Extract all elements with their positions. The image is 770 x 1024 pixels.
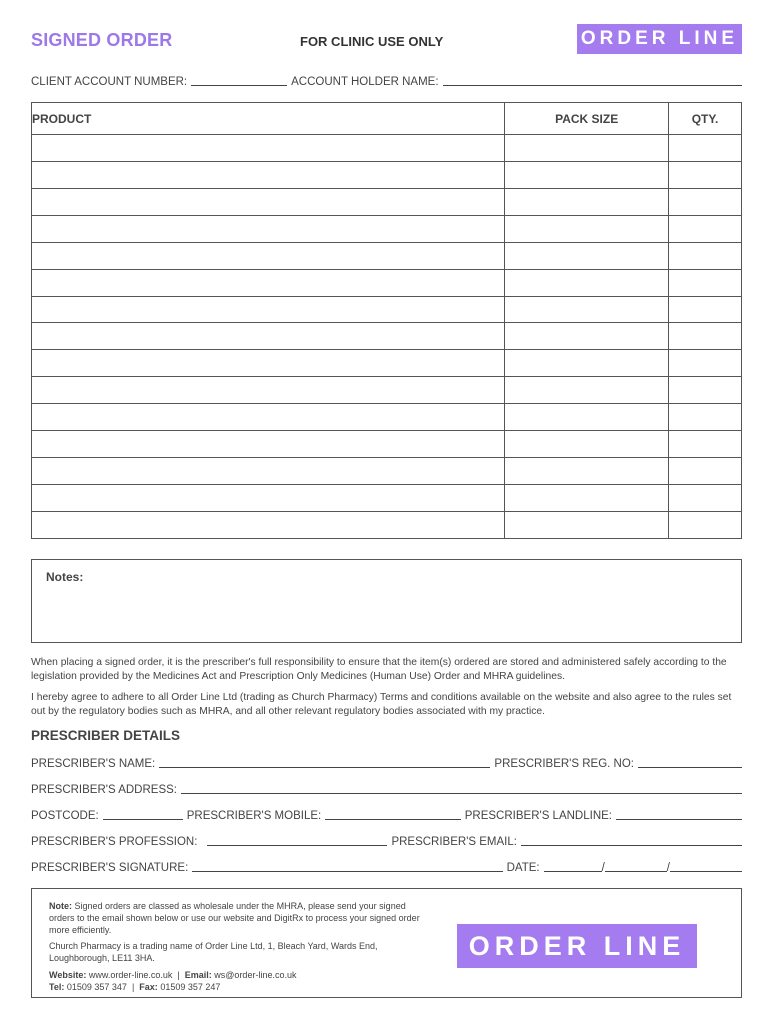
qty-cell[interactable] bbox=[669, 269, 742, 296]
product-cell[interactable] bbox=[32, 161, 505, 188]
pack-size-cell[interactable] bbox=[505, 511, 669, 538]
table-row bbox=[32, 215, 742, 242]
table-row bbox=[32, 242, 742, 269]
qty-cell[interactable] bbox=[669, 484, 742, 511]
pack-size-cell[interactable] bbox=[505, 161, 669, 188]
footer-tel-fax bbox=[49, 982, 429, 994]
date-day-field[interactable] bbox=[544, 860, 602, 872]
table-row bbox=[32, 484, 742, 511]
qty-cell[interactable] bbox=[669, 458, 742, 485]
product-cell[interactable] bbox=[32, 215, 505, 242]
fax-number: 01509 357 247 bbox=[160, 981, 221, 992]
tel-label: Tel: bbox=[49, 981, 65, 992]
prescriber-signature-row bbox=[31, 860, 742, 874]
client-account-label: CLIENT ACCOUNT NUMBER: bbox=[31, 76, 188, 88]
pack-size-cell[interactable] bbox=[505, 431, 669, 458]
pack-size-cell[interactable] bbox=[505, 215, 669, 242]
footer-separator: | bbox=[177, 969, 180, 980]
footer-company: Church Pharmacy is a trading name of Order Line Ltd, 1, Bleach Yard, Wards End, Loughborough, LE11 3HA. bbox=[49, 941, 378, 964]
prescriber-profession-field[interactable] bbox=[207, 834, 387, 846]
table-row bbox=[32, 511, 742, 538]
prescriber-contact-row bbox=[31, 808, 742, 822]
date-month-field[interactable] bbox=[605, 860, 667, 872]
postcode-field[interactable] bbox=[103, 808, 183, 820]
prescriber-address-label: PRESCRIBER'S ADDRESS: bbox=[31, 784, 177, 796]
footer-text bbox=[49, 901, 429, 994]
footer-note bbox=[49, 901, 429, 936]
prescriber-profession-row bbox=[31, 834, 742, 848]
account-holder-label: ACCOUNT HOLDER NAME: bbox=[291, 76, 439, 88]
prescriber-address-row bbox=[31, 782, 742, 796]
clinic-use-label: FOR CLINIC USE ONLY bbox=[300, 34, 444, 49]
footer-separator: | bbox=[131, 981, 135, 992]
product-cell[interactable] bbox=[32, 350, 505, 377]
product-column-header: PRODUCT bbox=[32, 103, 505, 135]
qty-column-header: QTY. bbox=[669, 103, 742, 135]
table-row bbox=[32, 350, 742, 377]
qty-cell[interactable] bbox=[669, 431, 742, 458]
product-cell[interactable] bbox=[32, 431, 505, 458]
email-link[interactable]: ws@order-line.co.uk bbox=[214, 969, 297, 980]
prescriber-reg-field[interactable] bbox=[638, 756, 742, 768]
product-cell[interactable] bbox=[32, 377, 505, 404]
prescriber-profession-label: PRESCRIBER'S PROFESSION: bbox=[31, 836, 198, 848]
pack-size-cell[interactable] bbox=[505, 188, 669, 215]
product-cell[interactable] bbox=[32, 484, 505, 511]
pack-size-cell[interactable] bbox=[505, 242, 669, 269]
pack-size-cell[interactable] bbox=[505, 269, 669, 296]
table-row bbox=[32, 269, 742, 296]
product-cell[interactable] bbox=[32, 242, 505, 269]
date-separator: / bbox=[601, 862, 605, 874]
footer-box bbox=[31, 888, 742, 998]
prescriber-name-label: PRESCRIBER'S NAME: bbox=[31, 758, 156, 770]
product-cell[interactable] bbox=[32, 511, 505, 538]
qty-cell[interactable] bbox=[669, 135, 742, 162]
qty-cell[interactable] bbox=[669, 511, 742, 538]
pack-size-cell[interactable] bbox=[505, 350, 669, 377]
prescriber-reg-label: PRESCRIBER'S REG. NO: bbox=[494, 758, 634, 770]
website-label: Website: bbox=[49, 969, 87, 980]
qty-cell[interactable] bbox=[669, 242, 742, 269]
product-cell[interactable] bbox=[32, 269, 505, 296]
qty-cell[interactable] bbox=[669, 323, 742, 350]
pack-size-cell[interactable] bbox=[505, 484, 669, 511]
date-separator: / bbox=[666, 862, 670, 874]
agreement-paragraph: I hereby agree to adhere to all Order Line Ltd (trading as Church Pharmacy) Terms and conditions available on the website and also agree to the rules set out by the regulatory bodies such as MHRA, and all other relevant regulatory bodies associated with my practice. bbox=[31, 692, 732, 717]
table-header bbox=[32, 103, 742, 135]
notes-box[interactable] bbox=[31, 559, 742, 643]
footer-note-text: Signed orders are classed as wholesale under the MHRA, please send your signed orders to the email shown below or use our website and DigitRx to process your signed order more efficiently. bbox=[49, 901, 420, 935]
product-cell[interactable] bbox=[32, 135, 505, 162]
pack-size-cell[interactable] bbox=[505, 323, 669, 350]
pack-size-column-header: PACK SIZE bbox=[505, 103, 669, 135]
prescriber-mobile-label: PRESCRIBER'S MOBILE: bbox=[186, 810, 322, 822]
client-account-field[interactable] bbox=[191, 74, 287, 86]
product-cell[interactable] bbox=[32, 323, 505, 350]
responsibility-paragraph: When placing a signed order, it is the prescriber's full responsibility to ensure that the item(s) ordered are stored and administered safely according to the legislation provided by the Medicines Act and Prescription Only Medicines (Human Use) Order and MHRA guidelines. bbox=[31, 657, 727, 682]
qty-cell[interactable] bbox=[669, 161, 742, 188]
prescriber-mobile-field[interactable] bbox=[325, 808, 461, 820]
table-row bbox=[32, 377, 742, 404]
table-row bbox=[32, 161, 742, 188]
pack-size-cell[interactable] bbox=[505, 377, 669, 404]
qty-cell[interactable] bbox=[669, 404, 742, 431]
footer-note-label: Note: bbox=[49, 901, 72, 911]
pack-size-cell[interactable] bbox=[505, 458, 669, 485]
footer-web-email bbox=[49, 970, 429, 982]
page-title: SIGNED ORDER bbox=[31, 30, 173, 50]
product-cell[interactable] bbox=[32, 458, 505, 485]
qty-cell[interactable] bbox=[669, 188, 742, 215]
table-row bbox=[32, 404, 742, 431]
account-row bbox=[31, 74, 742, 88]
table-row bbox=[32, 135, 742, 162]
table-row bbox=[32, 188, 742, 215]
qty-cell[interactable] bbox=[669, 296, 742, 323]
prescriber-signature-label: PRESCRIBER'S SIGNATURE: bbox=[31, 862, 189, 874]
fax-label: Fax: bbox=[139, 981, 158, 992]
product-cell[interactable] bbox=[32, 296, 505, 323]
table-row bbox=[32, 296, 742, 323]
date-label: DATE: bbox=[506, 862, 540, 874]
prescriber-name-field[interactable] bbox=[159, 756, 490, 768]
website-link[interactable]: www.order-line.co.uk bbox=[88, 969, 173, 980]
email-label: Email: bbox=[184, 969, 212, 980]
order-line-logo: ORDER LINE bbox=[577, 24, 742, 54]
product-cell[interactable] bbox=[32, 188, 505, 215]
account-holder-field[interactable] bbox=[443, 74, 742, 86]
prescriber-landline-field[interactable] bbox=[616, 808, 742, 820]
product-rows bbox=[32, 135, 742, 539]
product-cell[interactable] bbox=[32, 404, 505, 431]
date-year-field[interactable] bbox=[670, 860, 742, 872]
order-line-logo-footer: ORDER LINE bbox=[457, 924, 697, 968]
prescriber-landline-label: PRESCRIBER'S LANDLINE: bbox=[464, 810, 612, 822]
table-row bbox=[32, 323, 742, 350]
notes-label: Notes: bbox=[46, 570, 84, 584]
product-table bbox=[31, 102, 742, 539]
postcode-label: POSTCODE: bbox=[31, 810, 99, 822]
qty-cell[interactable] bbox=[669, 377, 742, 404]
qty-cell[interactable] bbox=[669, 215, 742, 242]
table-row bbox=[32, 431, 742, 458]
pack-size-cell[interactable] bbox=[505, 404, 669, 431]
prescriber-details-heading: PRESCRIBER DETAILS bbox=[31, 728, 181, 743]
prescriber-email-field[interactable] bbox=[521, 834, 742, 846]
tel-number: 01509 357 347 bbox=[66, 981, 127, 992]
prescriber-name-row bbox=[31, 756, 742, 770]
prescriber-signature-field[interactable] bbox=[192, 860, 502, 872]
pack-size-cell[interactable] bbox=[505, 296, 669, 323]
prescriber-address-field[interactable] bbox=[181, 782, 742, 794]
pack-size-cell[interactable] bbox=[505, 135, 669, 162]
qty-cell[interactable] bbox=[669, 350, 742, 377]
table-row bbox=[32, 458, 742, 485]
prescriber-email-label: PRESCRIBER'S EMAIL: bbox=[391, 836, 517, 848]
